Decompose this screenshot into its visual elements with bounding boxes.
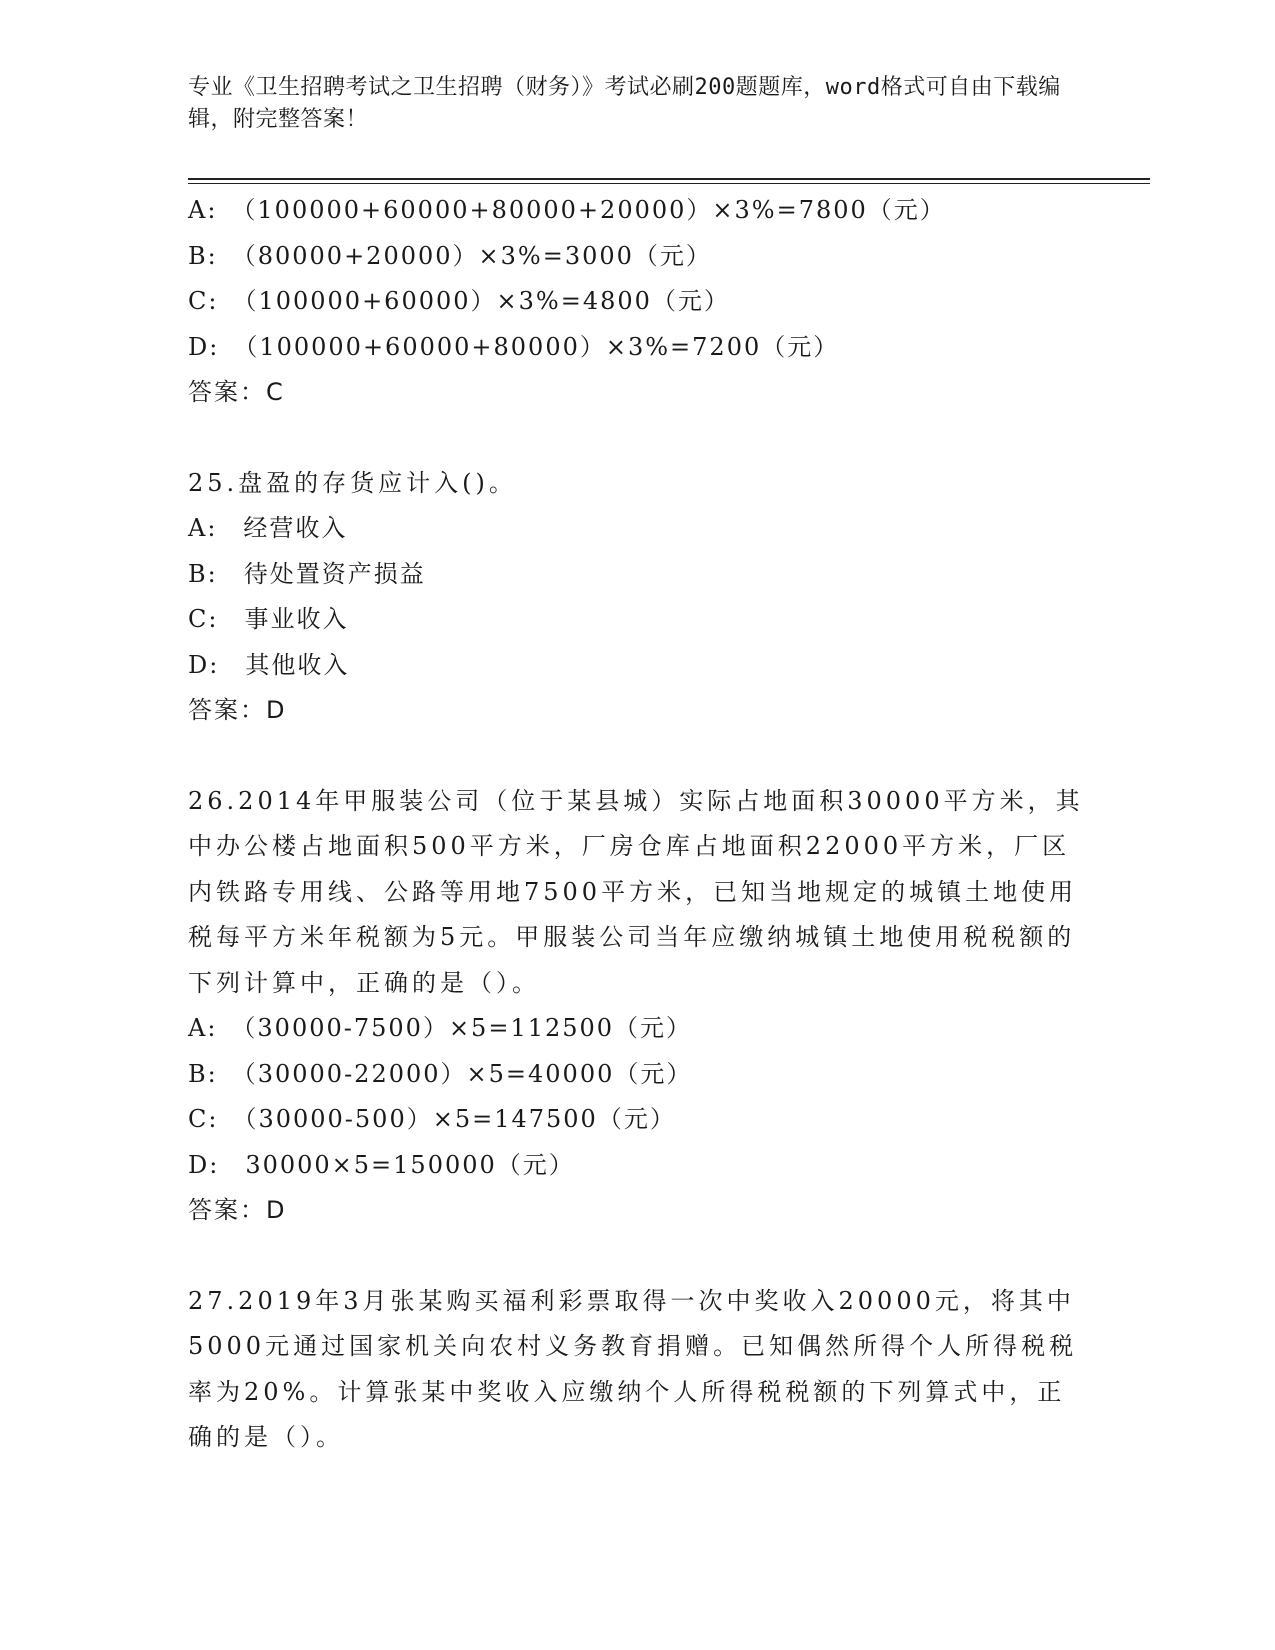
option-d: D: 其他收入 (188, 650, 350, 679)
option-b: B: （30000-22000）×5=40000（元） (188, 1059, 693, 1088)
question-list (188, 188, 1148, 1461)
header-rule-thin (188, 183, 1150, 184)
option-c: C: （30000-500）×5=147500（元） (188, 1105, 676, 1133)
option-a: A: （30000-7500）×5=112500（元） (188, 1014, 693, 1042)
header-rule-thick (188, 178, 1150, 180)
option-b: B: （80000+20000）×3%=3000（元） (188, 241, 712, 270)
option-a: A: 经营收入 (188, 514, 348, 542)
option-d: D: （100000+60000+80000）×3%=7200（元） (188, 332, 840, 361)
question-stem: 27.2019年3月张某购买福利彩票取得一次中奖收入20000元，将其中5000元通过国家机关向农村义务教育捐赠。已知偶然所得个人所得税税率为20%。计算张某中奖收入应缴纳个人所得税税额的下列算式中，正确的是（）。 (188, 1286, 1078, 1451)
question-25 (188, 461, 1148, 734)
option-c: C: 事业收入 (188, 605, 349, 633)
question-24-continued (188, 188, 1148, 416)
question-26 (188, 779, 1148, 1234)
option-d: D: 30000×5=150000（元） (188, 1150, 575, 1179)
answer: 答案：D (188, 696, 287, 724)
question-stem: 25.盘盈的存货应计入()。 (188, 468, 517, 497)
option-a: A: （100000+60000+80000+20000）×3%=7800（元） (188, 196, 946, 224)
question-27 (188, 1279, 1148, 1461)
question-stem: 26.2014年甲服装公司（位于某县城）实际占地面积30000平方米，其中办公楼占地面积500平方米，厂房仓库占地面积22000平方米，厂区内铁路专用线、公路等用地7500平方米，已知当地规定的城镇土地使用税每平方米年税额为5元。甲服装公司当年应缴纳城镇土地使用税税额的下列计算中，正确的是（）。 (188, 786, 1084, 997)
option-b: B: 待处置资产损益 (188, 559, 426, 588)
answer: 答案：D (188, 1196, 287, 1224)
option-c: C: （100000+60000）×3%=4800（元） (188, 287, 730, 315)
document-header: 专业《卫生招聘考试之卫生招聘（财务）》考试必刷200题题库，word格式可自由下载编辑，附完整答案！ (188, 75, 1061, 132)
answer: 答案：C (188, 378, 285, 406)
